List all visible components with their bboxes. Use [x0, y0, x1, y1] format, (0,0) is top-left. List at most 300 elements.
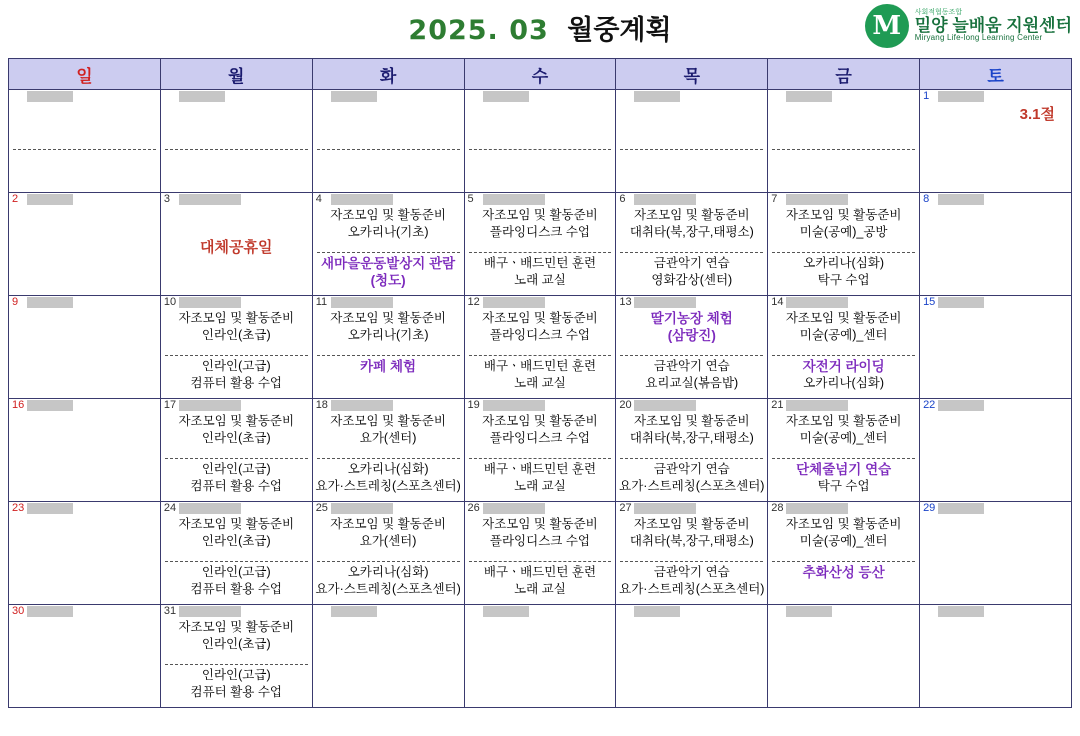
morning-events: [467, 206, 614, 251]
event-text: 플라잉디스크 수업: [489, 328, 590, 342]
calendar-empty-cell: [312, 605, 464, 708]
event-text: 인라인(고급): [201, 359, 271, 373]
event-text: 요리교실(볶음밥): [645, 376, 739, 390]
day-number: 17: [163, 399, 177, 411]
day-cell-body: [313, 309, 464, 396]
day-number: 21: [771, 399, 784, 411]
calendar-empty-cell: [9, 90, 161, 193]
day-number: 31: [163, 605, 177, 617]
day-number: 27: [619, 502, 632, 514]
day-number: 5: [467, 193, 474, 205]
event-text: 컴퓨터 활용 수업: [190, 685, 282, 699]
calendar-day-cell[interactable]: [920, 502, 1072, 605]
day-shade-bar: [27, 400, 73, 411]
day-number-row: [465, 399, 616, 412]
calendar-day-cell[interactable]: [616, 502, 768, 605]
event-text: 딸기농장 체험: [650, 311, 733, 326]
event-text: 오카리나(심화): [347, 565, 429, 579]
calendar-body: [9, 90, 1072, 708]
event-text: 자조모임 및 활동준비: [785, 208, 902, 222]
day-cell-body: [161, 515, 312, 602]
day-number: 7: [771, 193, 778, 205]
day-cell-body: [616, 309, 767, 396]
event-text: 새마을운동발상지 관람: [321, 256, 456, 271]
event-text: 요가·스트레칭(스포츠센터): [315, 479, 461, 493]
day-number-row: [313, 605, 464, 618]
event-text: 노래 교실: [514, 582, 566, 596]
day-number-row: [313, 296, 464, 309]
morning-events: [770, 412, 917, 457]
day-shade-bar: [483, 297, 545, 308]
day-number: 22: [923, 399, 936, 411]
event-text: 미술(공예)_센터: [799, 534, 888, 548]
morning-events: [770, 515, 917, 560]
day-number-row: [9, 399, 160, 412]
day-number-row: [465, 296, 616, 309]
event-text: 미술(공예)_센터: [799, 431, 888, 445]
afternoon-events: [467, 253, 614, 293]
event-text: 자전거 라이딩: [802, 359, 885, 374]
day-number-row: [161, 296, 312, 309]
day-cell-body: [768, 103, 919, 190]
day-cell-body: [616, 412, 767, 499]
afternoon-events: [163, 562, 310, 602]
holiday-label: 대체공휴일: [200, 239, 273, 256]
day-cell-body: [616, 206, 767, 293]
event-text: 자조모임 및 활동준비: [330, 414, 446, 428]
logo-letter: M: [872, 11, 902, 41]
event-text: 요가·스트레칭(스포츠센터): [315, 582, 461, 596]
afternoon-events: [315, 356, 462, 396]
event-text: 인라인(초급): [201, 637, 271, 651]
weekday-header-row: [9, 59, 1072, 90]
day-cell-body: [161, 309, 312, 396]
day-number-row: [616, 296, 767, 309]
day-shade-bar: [786, 91, 832, 102]
event-text: 미술(공예)_센터: [799, 328, 888, 342]
afternoon-events: [618, 150, 765, 190]
event-text: 자조모임 및 활동준비: [482, 208, 598, 222]
day-number-row: [768, 193, 919, 206]
morning-events: [315, 103, 462, 148]
event-text: 오카리나(기초): [347, 328, 429, 342]
event-text: 자조모임 및 활동준비: [633, 414, 750, 428]
event-text: 인라인(초급): [201, 431, 271, 445]
afternoon-events: [467, 459, 614, 499]
morning-events: [467, 412, 614, 457]
event-text: (청도): [370, 273, 406, 288]
morning-events: [315, 309, 462, 354]
event-text: 대취타(북,장구,태평소): [629, 534, 754, 548]
calendar-empty-cell: [920, 605, 1072, 708]
calendar-week-row: [9, 399, 1072, 502]
logo-name-en: Miryang Life-long Learning Center: [914, 33, 1043, 43]
calendar-week-row: [9, 502, 1072, 605]
calendar-day-cell[interactable]: [768, 193, 920, 296]
calendar-empty-cell: [464, 90, 616, 193]
event-text: 자조모임 및 활동준비: [482, 311, 598, 325]
calendar-day-cell[interactable]: [312, 502, 464, 605]
calendar-day-cell[interactable]: [616, 399, 768, 502]
calendar-day-cell[interactable]: [920, 399, 1072, 502]
day-cell-body: [465, 515, 616, 602]
calendar-day-cell[interactable]: [312, 399, 464, 502]
day-number-row: [9, 605, 160, 618]
day-shade-bar: [483, 400, 545, 411]
afternoon-events: [618, 356, 765, 396]
day-number-row: [161, 399, 312, 412]
day-number: 23: [12, 502, 25, 514]
calendar-day-cell[interactable]: [464, 502, 616, 605]
event-text: 영화감상(센터): [651, 273, 733, 287]
morning-events: [315, 206, 462, 251]
afternoon-events: [618, 562, 765, 602]
day-shade-bar: [634, 297, 696, 308]
day-cell-body: [313, 412, 464, 499]
day-number-row: [920, 399, 1071, 412]
calendar-day-cell[interactable]: [9, 296, 161, 399]
day-number: 20: [619, 399, 632, 411]
calendar-day-cell[interactable]: [464, 193, 616, 296]
day-shade-bar: [938, 91, 984, 102]
event-text: 대취타(북,장구,태평소): [629, 225, 754, 239]
day-number: 30: [12, 605, 25, 617]
calendar-empty-cell: [160, 90, 312, 193]
day-number-row: [768, 605, 919, 618]
day-number-row: [616, 399, 767, 412]
day-cell-body: [768, 309, 919, 396]
day-number-row: [920, 90, 1071, 103]
calendar-week-row: [9, 90, 1072, 193]
morning-events: [163, 309, 310, 354]
afternoon-events: [770, 356, 917, 396]
calendar-day-cell[interactable]: [312, 296, 464, 399]
day-shade-bar: [179, 194, 241, 205]
calendar-day-cell[interactable]: [312, 193, 464, 296]
day-number-row: [9, 193, 160, 206]
calendar-week-row: [9, 605, 1072, 708]
event-text: 오카리나(심화): [803, 376, 885, 390]
afternoon-events: [618, 253, 765, 293]
day-cell-body: [768, 515, 919, 602]
day-number-row: [768, 399, 919, 412]
calendar-empty-cell: [768, 90, 920, 193]
morning-events: [163, 618, 310, 663]
day-cell-body: [616, 515, 767, 602]
event-text: 탁구 수업: [817, 273, 870, 287]
event-text: 요가(센터): [359, 534, 417, 548]
day-number: 4: [315, 193, 322, 205]
day-shade-bar: [27, 91, 73, 102]
event-text: 자조모임 및 활동준비: [330, 517, 446, 531]
day-shade-bar: [634, 503, 696, 514]
day-number: 1: [923, 90, 930, 102]
morning-events: [618, 206, 765, 251]
day-number: 18: [315, 399, 328, 411]
event-text: 자조모임 및 활동준비: [482, 414, 598, 428]
morning-events: [770, 309, 917, 354]
weekday-header-fri: 금: [768, 59, 920, 90]
logo-sup-text: 사회적협동조합: [914, 9, 963, 17]
day-number-row: [616, 90, 767, 103]
event-text: 배구ㆍ배드민턴 훈련: [483, 256, 597, 270]
day-number-row: [616, 502, 767, 515]
day-number-row: [313, 399, 464, 412]
morning-events: [467, 515, 614, 560]
day-shade-bar: [938, 400, 984, 411]
day-number: 16: [12, 399, 25, 411]
logo-name-ko: 밀양 늘배움 지원센터: [914, 15, 1072, 35]
morning-events: [618, 103, 765, 148]
event-text: 노래 교실: [514, 376, 566, 390]
day-number-row: [920, 193, 1071, 206]
day-number: 24: [163, 502, 177, 514]
event-text: 플라잉디스크 수업: [489, 534, 590, 548]
event-text: 카페 체험: [360, 359, 417, 374]
event-text: 금관악기 연습: [653, 256, 730, 270]
event-text: 인라인(초급): [201, 534, 271, 548]
calendar-day-cell[interactable]: [160, 502, 312, 605]
day-number-row: [9, 296, 160, 309]
day-number: 6: [619, 193, 626, 205]
day-number-row: [313, 193, 464, 206]
afternoon-events: [315, 562, 462, 602]
event-text: 배구ㆍ배드민턴 훈련: [483, 359, 597, 373]
day-shade-bar: [634, 400, 696, 411]
day-shade-bar: [27, 297, 73, 308]
day-number-row: [313, 90, 464, 103]
day-shade-bar: [634, 606, 680, 617]
day-shade-bar: [483, 503, 545, 514]
day-number: 2: [12, 193, 19, 205]
event-text: 노래 교실: [514, 273, 566, 287]
calendar-day-cell[interactable]: [920, 296, 1072, 399]
event-text: 컴퓨터 활용 수업: [190, 479, 282, 493]
event-text: 자조모임 및 활동준비: [178, 414, 295, 428]
calendar-day-cell[interactable]: [616, 193, 768, 296]
calendar-day-cell[interactable]: [160, 605, 312, 708]
day-number-row: [161, 193, 312, 206]
day-shade-bar: [331, 606, 377, 617]
day-number-row: [768, 502, 919, 515]
event-text: 단체줄넘기 연습: [796, 462, 892, 477]
calendar-empty-cell: [464, 605, 616, 708]
event-text: 오카리나(심화): [347, 462, 429, 476]
event-text: (삼랑진): [667, 328, 716, 343]
day-number: 10: [163, 296, 177, 308]
day-number: 25: [315, 502, 328, 514]
day-number-row: [768, 296, 919, 309]
day-shade-bar: [938, 503, 984, 514]
day-cell-body: [9, 103, 160, 190]
day-number-row: [161, 502, 312, 515]
day-shade-bar: [786, 297, 848, 308]
afternoon-events: [315, 459, 462, 499]
day-number-row: [465, 193, 616, 206]
calendar-day-cell[interactable]: [464, 399, 616, 502]
day-shade-bar: [179, 91, 225, 102]
calendar-day-cell[interactable]: [768, 502, 920, 605]
day-shade-bar: [786, 400, 848, 411]
day-number-row: [920, 296, 1071, 309]
event-text: 인라인(고급): [201, 668, 271, 682]
day-number-row: [616, 193, 767, 206]
calendar-day-cell[interactable]: [160, 193, 312, 296]
day-shade-bar: [483, 194, 545, 205]
morning-events: [618, 412, 765, 457]
day-shade-bar: [331, 297, 393, 308]
day-shade-bar: [938, 194, 984, 205]
event-text: 요가·스트레칭(스포츠센터): [619, 582, 765, 596]
day-cell-body: [161, 206, 312, 257]
event-text: 인라인(초급): [201, 328, 271, 342]
weekday-header-tue: 화: [312, 59, 464, 90]
logo-circle-icon: [865, 4, 909, 48]
morning-events: [315, 412, 462, 457]
event-text: 금관악기 연습: [653, 462, 730, 476]
afternoon-events: [467, 562, 614, 602]
event-text: 플라잉디스크 수업: [489, 225, 590, 239]
weekday-header-wed: 수: [464, 59, 616, 90]
day-cell-body: [465, 309, 616, 396]
day-number: 29: [923, 502, 936, 514]
calendar-day-cell[interactable]: [160, 399, 312, 502]
day-shade-bar: [786, 194, 848, 205]
day-cell-body: [465, 412, 616, 499]
calendar-day-cell[interactable]: [920, 193, 1072, 296]
event-text: 미술(공예)_공방: [799, 225, 888, 239]
event-text: 대취타(북,장구,태평소): [629, 431, 754, 445]
afternoon-events: [770, 150, 917, 190]
event-text: 자조모임 및 활동준비: [178, 311, 295, 325]
calendar-day-cell[interactable]: [9, 502, 161, 605]
calendar-empty-cell: [616, 605, 768, 708]
day-shade-bar: [331, 194, 393, 205]
calendar-day-cell[interactable]: [920, 90, 1072, 193]
day-number-row: [616, 605, 767, 618]
day-shade-bar: [938, 297, 984, 308]
day-shade-bar: [179, 400, 241, 411]
morning-events: [770, 103, 917, 148]
event-text: 노래 교실: [514, 479, 566, 493]
day-cell-body: [616, 103, 767, 190]
day-number: 9: [12, 296, 19, 308]
event-text: 인라인(고급): [201, 462, 271, 476]
weekday-header-sat: 토: [920, 59, 1072, 90]
calendar-day-cell[interactable]: [9, 605, 161, 708]
calendar-week-row: [9, 296, 1072, 399]
afternoon-events: [163, 150, 310, 190]
day-shade-bar: [483, 91, 529, 102]
organization-logo: [865, 4, 1072, 48]
day-shade-bar: [331, 503, 393, 514]
morning-events: [11, 103, 158, 148]
afternoon-events: [618, 459, 765, 499]
day-cell-body: [465, 103, 616, 190]
monthly-calendar: [8, 58, 1072, 708]
event-text: 자조모임 및 활동준비: [785, 517, 902, 531]
morning-events: [163, 515, 310, 560]
day-shade-bar: [331, 91, 377, 102]
page-header: [0, 0, 1080, 58]
event-text: 자조모임 및 활동준비: [785, 311, 902, 325]
afternoon-events: [163, 665, 310, 705]
day-number: 8: [923, 193, 930, 205]
day-shade-bar: [179, 606, 241, 617]
event-text: 자조모임 및 활동준비: [178, 620, 295, 634]
day-shade-bar: [179, 503, 241, 514]
calendar-day-cell[interactable]: [9, 399, 161, 502]
event-text: 플라잉디스크 수업: [489, 431, 590, 445]
day-number-row: [465, 502, 616, 515]
calendar-empty-cell: [768, 605, 920, 708]
title-date: 2025. 03: [408, 15, 549, 46]
calendar-day-cell[interactable]: [9, 193, 161, 296]
event-text: 자조모임 및 활동준비: [330, 208, 446, 222]
day-cell-body: [465, 206, 616, 293]
day-number: 15: [923, 296, 936, 308]
day-shade-bar: [179, 297, 241, 308]
morning-events: [467, 309, 614, 354]
calendar-empty-cell: [312, 90, 464, 193]
afternoon-events: [163, 356, 310, 396]
morning-events: [467, 103, 614, 148]
event-text: 자조모임 및 활동준비: [633, 208, 750, 222]
event-text: 배구ㆍ배드민턴 훈련: [483, 462, 597, 476]
calendar-day-cell[interactable]: [464, 296, 616, 399]
morning-events: [770, 206, 917, 251]
day-shade-bar: [27, 606, 73, 617]
event-text: 인라인(고급): [201, 565, 271, 579]
day-number: 28: [771, 502, 784, 514]
day-number-row: [465, 90, 616, 103]
morning-events: [315, 515, 462, 560]
event-text: 컴퓨터 활용 수업: [190, 582, 282, 596]
afternoon-events: [467, 356, 614, 396]
weekday-header-mon: 월: [160, 59, 312, 90]
event-text: 요가(센터): [359, 431, 417, 445]
calendar-day-cell[interactable]: [160, 296, 312, 399]
day-cell-body: [768, 206, 919, 293]
event-text: 추화산성 등산: [802, 565, 885, 580]
day-cell-body: [313, 206, 464, 293]
calendar-day-cell[interactable]: [768, 399, 920, 502]
logo-text: [915, 9, 1072, 43]
event-text: 요가·스트레칭(스포츠센터): [619, 479, 765, 493]
calendar-day-cell[interactable]: [616, 296, 768, 399]
day-number-row: [313, 502, 464, 515]
day-shade-bar: [634, 194, 696, 205]
day-shade-bar: [786, 606, 832, 617]
day-cell-body: [313, 103, 464, 190]
day-number: 12: [467, 296, 480, 308]
day-cell-body: [161, 618, 312, 705]
title-main: 월중계획: [567, 15, 672, 45]
event-text: 오카리나(기초): [347, 225, 429, 239]
event-text: 탁구 수업: [817, 479, 870, 493]
day-shade-bar: [483, 606, 529, 617]
afternoon-events: [315, 150, 462, 190]
morning-events: [163, 412, 310, 457]
morning-events: [163, 103, 310, 148]
event-text: 자조모임 및 활동준비: [482, 517, 598, 531]
event-text: 자조모임 및 활동준비: [330, 311, 446, 325]
calendar-empty-cell: [616, 90, 768, 193]
calendar-day-cell[interactable]: [768, 296, 920, 399]
event-text: 자조모임 및 활동준비: [633, 517, 750, 531]
morning-events: [618, 515, 765, 560]
day-number: 19: [467, 399, 480, 411]
